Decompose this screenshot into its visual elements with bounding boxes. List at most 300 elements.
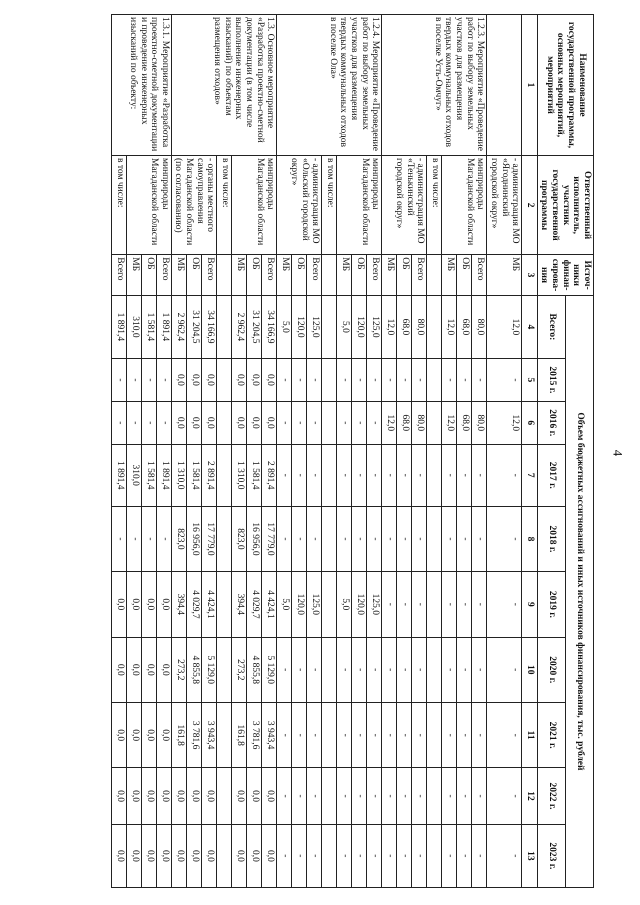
page-number: 4	[610, 449, 626, 457]
value-cell: -	[292, 444, 307, 506]
value-cell: 5,0	[337, 572, 352, 637]
activity-name	[487, 15, 522, 156]
value-cell: 310,0	[126, 295, 141, 358]
column-index-row	[522, 15, 538, 888]
header-name: Наименование государственной программы, основных мероприятий, мероприятий	[537, 15, 593, 156]
executor-cell: в том числе:	[427, 155, 442, 254]
column-index: 11	[522, 702, 538, 767]
header-executor: Ответственный исполнитель, участник государственной программы	[537, 155, 593, 254]
source-cell: МБ	[171, 255, 186, 296]
value-cell: -	[442, 637, 457, 702]
value-cell: 0,0	[187, 768, 202, 824]
value-cell: 125,0	[307, 295, 322, 358]
value-cell: -	[412, 824, 427, 887]
value-cell: 125,0	[367, 295, 382, 358]
empty-cell	[217, 506, 232, 571]
activity-name: 1.2.3. Мероприятие «Проведение работ по выбору земельных участков для размещения твердых коммунальных отходов в поселке Усть-Омчуг»	[382, 15, 487, 156]
value-cell: -	[442, 506, 457, 571]
value-cell: 0,0	[187, 824, 202, 887]
value-cell: -	[382, 444, 397, 506]
empty-cell	[427, 572, 442, 637]
table-body	[111, 15, 521, 888]
column-index: 8	[522, 506, 538, 571]
value-cell: -	[442, 358, 457, 401]
value-cell: 0,0	[156, 702, 171, 767]
value-cell: 310,0	[126, 444, 141, 506]
source-cell: МБ	[337, 255, 352, 296]
value-cell: 120,0	[292, 295, 307, 358]
table-row	[367, 15, 382, 888]
value-cell: -	[367, 702, 382, 767]
value-cell: 68,0	[457, 401, 472, 444]
value-cell: -	[442, 768, 457, 824]
value-cell: -	[337, 401, 352, 444]
empty-cell	[322, 506, 337, 571]
value-cell: -	[292, 506, 307, 571]
value-cell: 0,0	[111, 768, 126, 824]
executor-cell: в том числе:	[111, 155, 126, 254]
value-cell: 0,0	[247, 768, 262, 824]
value-cell: 80,0	[412, 295, 427, 358]
value-cell: 68,0	[457, 295, 472, 358]
value-cell: 0,0	[232, 824, 247, 887]
value-cell: -	[307, 637, 322, 702]
value-cell: -	[352, 401, 367, 444]
value-cell: 273,2	[232, 637, 247, 702]
value-cell: 0,0	[156, 572, 171, 637]
column-index: 7	[522, 444, 538, 506]
value-cell: -	[292, 637, 307, 702]
value-cell: 4 855,8	[247, 637, 262, 702]
value-cell: -	[337, 702, 352, 767]
source-cell: МБ	[126, 255, 141, 296]
source-cell: МБ	[442, 255, 457, 296]
empty-cell	[322, 768, 337, 824]
value-cell: 2 962,4	[171, 295, 186, 358]
source-cell: Всего	[367, 255, 382, 296]
value-cell: -	[457, 506, 472, 571]
value-cell: 0,0	[141, 768, 156, 824]
value-cell: -	[412, 702, 427, 767]
value-cell: -	[292, 401, 307, 444]
source-cell: Всего	[156, 255, 171, 296]
value-cell: -	[412, 506, 427, 571]
value-cell: -	[292, 824, 307, 887]
value-cell: -	[412, 768, 427, 824]
value-cell: 80,0	[472, 401, 487, 444]
value-cell: -	[352, 824, 367, 887]
value-cell: 0,0	[202, 768, 217, 824]
value-cell: 0,0	[126, 768, 141, 824]
value-cell: 0,0	[111, 637, 126, 702]
value-cell: 0,0	[262, 358, 277, 401]
value-cell: 0,0	[156, 637, 171, 702]
source-cell: ОБ	[292, 255, 307, 296]
value-cell: 823,0	[232, 506, 247, 571]
value-cell: 3 781,6	[187, 702, 202, 767]
empty-cell	[427, 824, 442, 887]
value-cell: -	[382, 506, 397, 571]
empty-cell	[427, 702, 442, 767]
value-cell: -	[472, 637, 487, 702]
value-cell: -	[367, 444, 382, 506]
value-cell: -	[487, 572, 522, 637]
source-cell: Всего	[412, 255, 427, 296]
activity-name: 1.2.4. Мероприятие «Проведение работ по выбору земельных участков для размещения твердых коммунальных отходов в поселке Ола»	[277, 15, 382, 156]
value-cell: 1 581,4	[247, 444, 262, 506]
value-cell: -	[337, 637, 352, 702]
header-total: Всего:	[537, 295, 565, 358]
value-cell: -	[307, 444, 322, 506]
value-cell: -	[457, 637, 472, 702]
value-cell: -	[307, 358, 322, 401]
value-cell: -	[307, 768, 322, 824]
value-cell: -	[487, 637, 522, 702]
value-cell: 0,0	[202, 358, 217, 401]
header-year: 2022 г.	[537, 768, 565, 824]
source-cell: Всего	[202, 255, 217, 296]
value-cell: -	[292, 768, 307, 824]
value-cell: 3 781,6	[247, 702, 262, 767]
source-cell: ОБ	[247, 255, 262, 296]
value-cell: -	[292, 702, 307, 767]
value-cell: -	[487, 702, 522, 767]
value-cell: 4 029,7	[247, 572, 262, 637]
executor-cell: - администрация МО «Ольский городской округ»	[277, 155, 322, 254]
header-year: 2016 г.	[537, 401, 565, 444]
value-cell: 0,0	[202, 401, 217, 444]
value-cell: 0,0	[126, 572, 141, 637]
value-cell: 0,0	[232, 401, 247, 444]
value-cell: -	[472, 768, 487, 824]
value-cell: 1 310,0	[232, 444, 247, 506]
activity-name: 1.3. Основное мероприятие «Разработка проектно-сметной документации (в том числе выполнение инженерных изысканий) по объектам размещения отходов»	[171, 15, 277, 156]
value-cell: 0,0	[126, 702, 141, 767]
value-cell: 4 029,7	[187, 572, 202, 637]
value-cell: -	[397, 444, 412, 506]
value-cell: 3 943,4	[262, 702, 277, 767]
value-cell: 120,0	[352, 295, 367, 358]
value-cell: -	[277, 444, 292, 506]
value-cell: -	[352, 637, 367, 702]
value-cell: -	[472, 572, 487, 637]
value-cell: 120,0	[292, 572, 307, 637]
value-cell: -	[487, 824, 522, 887]
value-cell: -	[352, 358, 367, 401]
value-cell: 2 962,4	[232, 295, 247, 358]
value-cell: 125,0	[307, 572, 322, 637]
value-cell: -	[397, 637, 412, 702]
value-cell: -	[457, 444, 472, 506]
value-cell: 16 956,0	[187, 506, 202, 571]
empty-cell	[322, 637, 337, 702]
header-year: 2018 г.	[537, 506, 565, 571]
value-cell: -	[412, 572, 427, 637]
value-cell: -	[307, 702, 322, 767]
executor-cell: минприроды Магаданской области	[126, 155, 171, 254]
header-year: 2017 г.	[537, 444, 565, 506]
value-cell: 1 310,0	[171, 444, 186, 506]
value-cell: 12,0	[442, 295, 457, 358]
empty-cell	[322, 702, 337, 767]
column-index: 12	[522, 768, 538, 824]
value-cell: 1 581,4	[187, 444, 202, 506]
value-cell: -	[382, 637, 397, 702]
value-cell: 1 581,4	[141, 444, 156, 506]
value-cell: -	[457, 358, 472, 401]
value-cell: 3 943,4	[202, 702, 217, 767]
value-cell: -	[442, 824, 457, 887]
empty-cell	[427, 637, 442, 702]
value-cell: 0,0	[111, 702, 126, 767]
value-cell: -	[292, 358, 307, 401]
value-cell: -	[337, 824, 352, 887]
source-cell: Всего	[307, 255, 322, 296]
value-cell: -	[156, 506, 171, 571]
source-cell: МБ	[232, 255, 247, 296]
value-cell: 31 204,5	[187, 295, 202, 358]
value-cell: 1 891,4	[111, 444, 126, 506]
column-index: 10	[522, 637, 538, 702]
empty-cell	[427, 768, 442, 824]
value-cell: -	[457, 768, 472, 824]
column-index: 5	[522, 358, 538, 401]
value-cell: 4 424,1	[262, 572, 277, 637]
value-cell: -	[367, 768, 382, 824]
value-cell: -	[141, 358, 156, 401]
value-cell: 394,4	[171, 572, 186, 637]
rotated-table-wrapper	[46, 14, 594, 888]
value-cell: -	[472, 702, 487, 767]
column-index: 3	[522, 255, 538, 296]
value-cell: -	[126, 506, 141, 571]
executor-cell: минприроды Магаданской области	[232, 155, 277, 254]
value-cell: -	[352, 768, 367, 824]
value-cell: -	[472, 506, 487, 571]
value-cell: -	[352, 702, 367, 767]
source-cell: МБ	[487, 255, 522, 296]
header-volume: Объем бюджетных ассигнований и иных источников финансирования, тыс. рублей	[565, 295, 593, 887]
header-year: 2020 г.	[537, 637, 565, 702]
header-year: 2019 г.	[537, 572, 565, 637]
value-cell: 0,0	[247, 358, 262, 401]
value-cell: 0,0	[171, 358, 186, 401]
value-cell: 12,0	[442, 401, 457, 444]
source-cell: ОБ	[141, 255, 156, 296]
value-cell: 0,0	[171, 768, 186, 824]
value-cell: -	[277, 768, 292, 824]
value-cell: 12,0	[382, 401, 397, 444]
empty-cell	[427, 255, 442, 296]
value-cell: -	[277, 824, 292, 887]
value-cell: 2 891,4	[202, 444, 217, 506]
value-cell: -	[442, 572, 457, 637]
value-cell: -	[337, 768, 352, 824]
value-cell: 1 581,4	[141, 295, 156, 358]
value-cell: -	[367, 506, 382, 571]
value-cell: -	[277, 637, 292, 702]
empty-cell	[322, 295, 337, 358]
value-cell: -	[126, 358, 141, 401]
table-row	[262, 15, 277, 888]
value-cell: 0,0	[141, 824, 156, 887]
value-cell: -	[412, 358, 427, 401]
value-cell: -	[397, 506, 412, 571]
value-cell: 823,0	[171, 506, 186, 571]
value-cell: 12,0	[487, 295, 522, 358]
value-cell: -	[397, 824, 412, 887]
value-cell: 34 166,9	[262, 295, 277, 358]
source-cell: ОБ	[457, 255, 472, 296]
source-cell: Всего	[262, 255, 277, 296]
empty-cell	[322, 401, 337, 444]
executor-cell: - администрация МО «Тенькинский городской округ»	[382, 155, 427, 254]
column-index: 1	[522, 15, 538, 156]
source-cell: Всего	[111, 255, 126, 296]
empty-cell	[217, 358, 232, 401]
value-cell: 0,0	[111, 824, 126, 887]
value-cell: 273,2	[171, 637, 186, 702]
value-cell: 5,0	[277, 572, 292, 637]
value-cell: -	[382, 768, 397, 824]
value-cell: -	[457, 572, 472, 637]
funding-table	[111, 14, 594, 888]
value-cell: -	[307, 401, 322, 444]
empty-cell	[322, 444, 337, 506]
value-cell: 0,0	[232, 358, 247, 401]
value-cell: 0,0	[247, 824, 262, 887]
value-cell: -	[156, 401, 171, 444]
empty-cell	[322, 572, 337, 637]
empty-cell	[427, 358, 442, 401]
empty-cell	[322, 255, 337, 296]
value-cell: -	[337, 444, 352, 506]
value-cell: 31 204,5	[247, 295, 262, 358]
value-cell: 80,0	[472, 295, 487, 358]
value-cell: -	[277, 506, 292, 571]
column-index: 13	[522, 824, 538, 887]
executor-cell: минприроды Магаданской области	[337, 155, 382, 254]
value-cell: 0,0	[187, 401, 202, 444]
value-cell: 0,0	[141, 702, 156, 767]
empty-cell	[427, 444, 442, 506]
value-cell: -	[397, 358, 412, 401]
table-row	[156, 15, 171, 888]
value-cell: -	[111, 358, 126, 401]
value-cell: 0,0	[126, 637, 141, 702]
table-row	[472, 15, 487, 888]
value-cell: -	[352, 506, 367, 571]
empty-cell	[217, 295, 232, 358]
value-cell: -	[472, 444, 487, 506]
source-cell: ОБ	[397, 255, 412, 296]
executor-cell: - органы местного самоуправления Магаданской области (по согласованию)	[171, 155, 217, 254]
value-cell: 0,0	[202, 824, 217, 887]
value-cell: 0,0	[141, 637, 156, 702]
source-cell: Всего	[472, 255, 487, 296]
value-cell: -	[472, 824, 487, 887]
empty-cell	[427, 295, 442, 358]
value-cell: -	[337, 358, 352, 401]
value-cell: 0,0	[262, 401, 277, 444]
value-cell: -	[277, 401, 292, 444]
value-cell: -	[367, 401, 382, 444]
value-cell: -	[472, 358, 487, 401]
value-cell: -	[337, 506, 352, 571]
value-cell: 0,0	[187, 358, 202, 401]
header-source: Источ-ники финан-сирова-ния	[537, 255, 593, 296]
column-index: 6	[522, 401, 538, 444]
value-cell: 4 424,1	[202, 572, 217, 637]
value-cell: -	[397, 572, 412, 637]
value-cell: -	[487, 444, 522, 506]
empty-cell	[217, 572, 232, 637]
empty-cell	[217, 255, 232, 296]
value-cell: 0,0	[111, 572, 126, 637]
value-cell: -	[367, 637, 382, 702]
value-cell: 17 779,0	[262, 506, 277, 571]
empty-cell	[322, 358, 337, 401]
column-index: 2	[522, 155, 538, 254]
value-cell: 0,0	[156, 824, 171, 887]
empty-cell	[427, 506, 442, 571]
value-cell: 34 166,9	[202, 295, 217, 358]
activity-name: 1.3.1. Мероприятие «Разработка проектно-сметной документации и проведение инженерных изысканий по объекту:	[111, 15, 171, 156]
value-cell: 0,0	[141, 572, 156, 637]
value-cell: 17 779,0	[202, 506, 217, 571]
value-cell: -	[397, 768, 412, 824]
executor-cell: минприроды Магаданской области	[442, 155, 487, 254]
empty-cell	[217, 824, 232, 887]
value-cell: -	[382, 824, 397, 887]
value-cell: -	[156, 358, 171, 401]
empty-cell	[217, 444, 232, 506]
value-cell: 16 956,0	[247, 506, 262, 571]
value-cell: 5,0	[337, 295, 352, 358]
value-cell: -	[277, 358, 292, 401]
value-cell: -	[277, 702, 292, 767]
value-cell: 0,0	[247, 401, 262, 444]
value-cell: 12,0	[487, 401, 522, 444]
value-cell: 5,0	[277, 295, 292, 358]
value-cell: 80,0	[412, 401, 427, 444]
value-cell: 5 129,0	[202, 637, 217, 702]
value-cell: -	[457, 824, 472, 887]
value-cell: -	[487, 768, 522, 824]
source-cell: МБ	[382, 255, 397, 296]
header-year: 2015 г.	[537, 358, 565, 401]
value-cell: 161,8	[171, 702, 186, 767]
value-cell: 12,0	[382, 295, 397, 358]
value-cell: 0,0	[171, 401, 186, 444]
value-cell: -	[457, 702, 472, 767]
value-cell: -	[307, 506, 322, 571]
table-row	[487, 15, 522, 888]
value-cell: -	[412, 637, 427, 702]
value-cell: 1 891,4	[156, 295, 171, 358]
column-index: 9	[522, 572, 538, 637]
value-cell: -	[126, 401, 141, 444]
value-cell: 68,0	[397, 401, 412, 444]
value-cell: -	[111, 401, 126, 444]
empty-cell	[217, 768, 232, 824]
value-cell: 161,8	[232, 702, 247, 767]
executor-cell: в том числе:	[322, 155, 337, 254]
value-cell: 0,0	[126, 824, 141, 887]
value-cell: -	[382, 358, 397, 401]
value-cell: 0,0	[156, 768, 171, 824]
value-cell: 0,0	[262, 768, 277, 824]
